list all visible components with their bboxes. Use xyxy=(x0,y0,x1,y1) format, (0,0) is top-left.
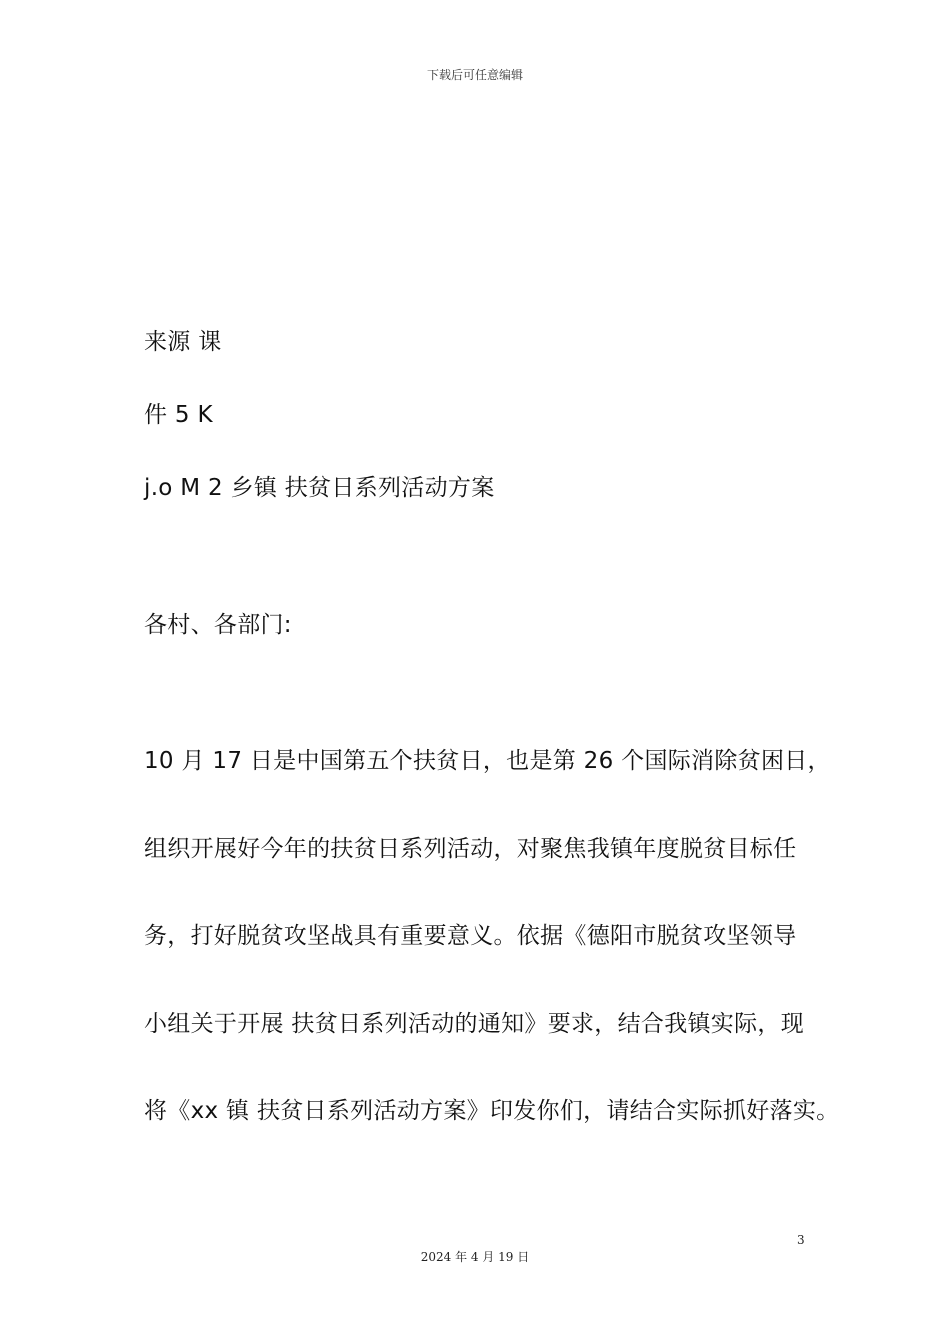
footer-date: 2024 年 4 月 19 日 xyxy=(420,1250,530,1264)
source-line-1: 来源 课 xyxy=(144,329,222,355)
page-number: 3 xyxy=(797,1233,805,1247)
document-title: j.o M 2 乡镇 扶贫日系列活动方案 xyxy=(144,475,495,501)
body-line-5: 将《xx 镇 扶贫日系列活动方案》印发你们，请结合实际抓好落实。 xyxy=(144,1098,840,1124)
header-note: 下载后可任意编辑 xyxy=(426,68,523,82)
body-line-3: 务，打好脱贫攻坚战具有重要意义。依据《德阳市脱贫攻坚领导 xyxy=(144,923,797,949)
body-line-4: 小组关于开展 扶贫日系列活动的通知》要求，结合我镇实际，现 xyxy=(144,1011,805,1037)
source-line-2: 件 5 K xyxy=(144,402,213,428)
body-line-1: 10 月 17 日是中国第五个扶贫日，也是第 26 个国际消除贫困日， xyxy=(144,748,831,774)
body-line-2: 组织开展好今年的扶贫日系列活动，对聚焦我镇年度脱贫目标任 xyxy=(144,836,797,862)
salutation: 各村、各部门: xyxy=(144,612,292,638)
